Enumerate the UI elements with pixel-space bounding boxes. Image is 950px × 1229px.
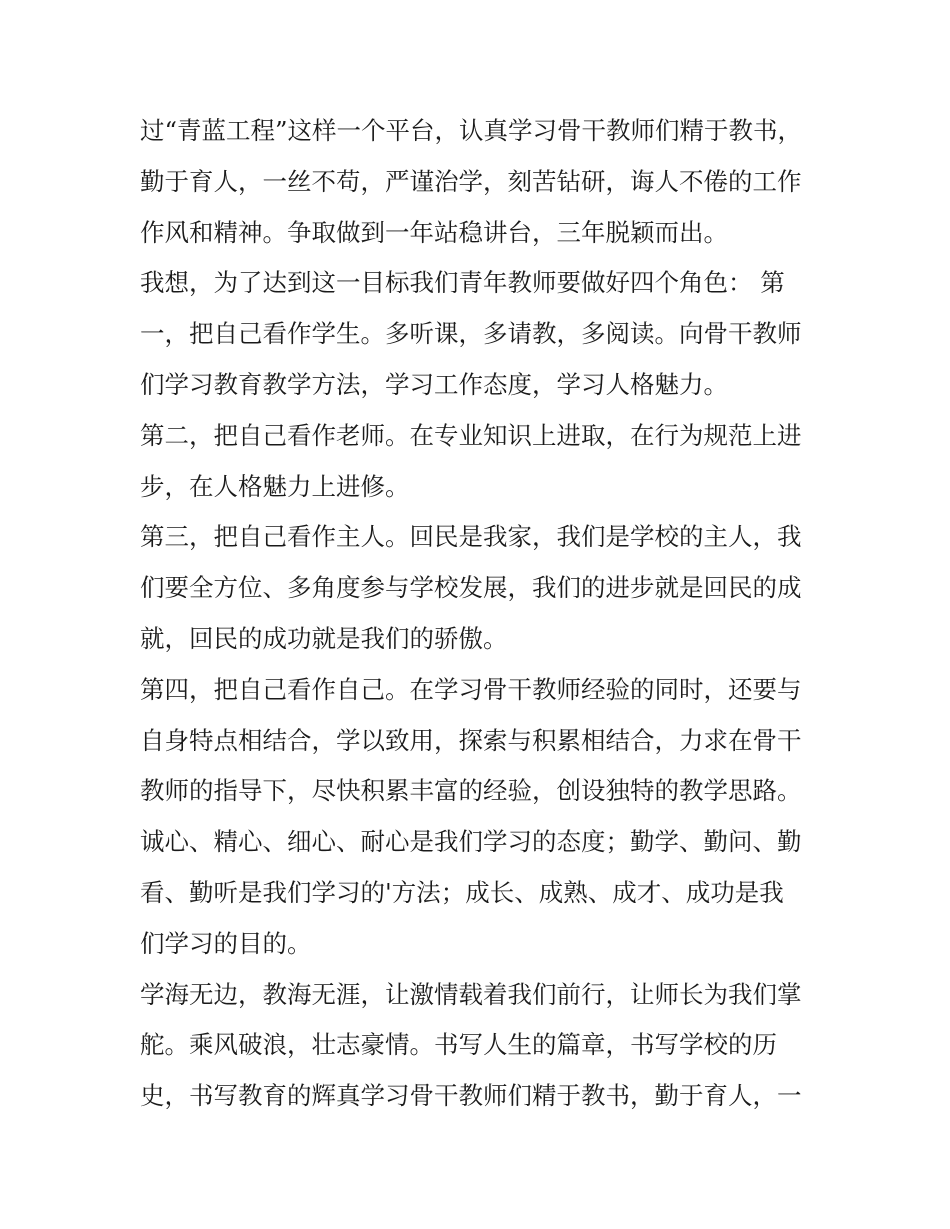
text-line: 们学习的目的。 (140, 928, 312, 958)
text-line: 作风和精神。争取做到一年站稳讲台，三年脱颖而出。 (140, 217, 728, 247)
text-line: 一，把自己看作学生。多听课，多请教，多阅读。向骨干教师 (140, 319, 802, 349)
text-line: 就，回民的成功就是我们的骄傲。 (140, 623, 508, 653)
text-line: 教师的指导下，尽快积累丰富的经验，创设独特的教学思路。 (140, 776, 802, 806)
text-line: 我想，为了达到这一目标我们青年教师要做好四个角色： 第 (140, 268, 785, 298)
text-line: 第二，把自己看作老师。在专业知识上进取，在行为规范上进 (140, 420, 802, 450)
text-line: 自身特点相结合，学以致用，探索与积累相结合，力求在骨干 (140, 725, 802, 755)
text-line: 过“青蓝工程”这样一个平台，认真学习骨干教师们精于教书， (140, 116, 803, 145)
text-line: 看、勤听是我们学习的'方法；成长、成熟、成才、成功是我 (140, 877, 784, 907)
text-line: 学海无边，教海无涯，让激情载着我们前行，让师长为我们掌 (140, 979, 802, 1009)
text-line: 舵。乘风破浪，壮志豪情。书写人生的篇章，书写学校的历 (140, 1030, 777, 1060)
body-text (140, 106, 820, 1122)
text-line: 们学习教育教学方法，学习工作态度，学习人格魅力。 (140, 369, 728, 399)
text-line: 们要全方位、多角度参与学校发展，我们的进步就是回民的成 (140, 573, 802, 603)
text-line: 第三，把自己看作主人。回民是我家，我们是学校的主人，我 (140, 522, 802, 552)
text-line: 诚心、精心、细心、耐心是我们学习的态度；勤学、勤问、勤 (140, 827, 802, 857)
text-line: 第四，把自己看作自己。在学习骨干教师经验的同时，还要与 (140, 674, 802, 704)
text-line: 勤于育人，一丝不苟，严谨治学，刻苦钻研，诲人不倦的工作 (140, 166, 802, 196)
text-line: 步，在人格魅力上进修。 (140, 471, 410, 501)
text-line: 史，书写教育的辉真学习骨干教师们精于教书，勤于育人，一 (140, 1081, 802, 1111)
